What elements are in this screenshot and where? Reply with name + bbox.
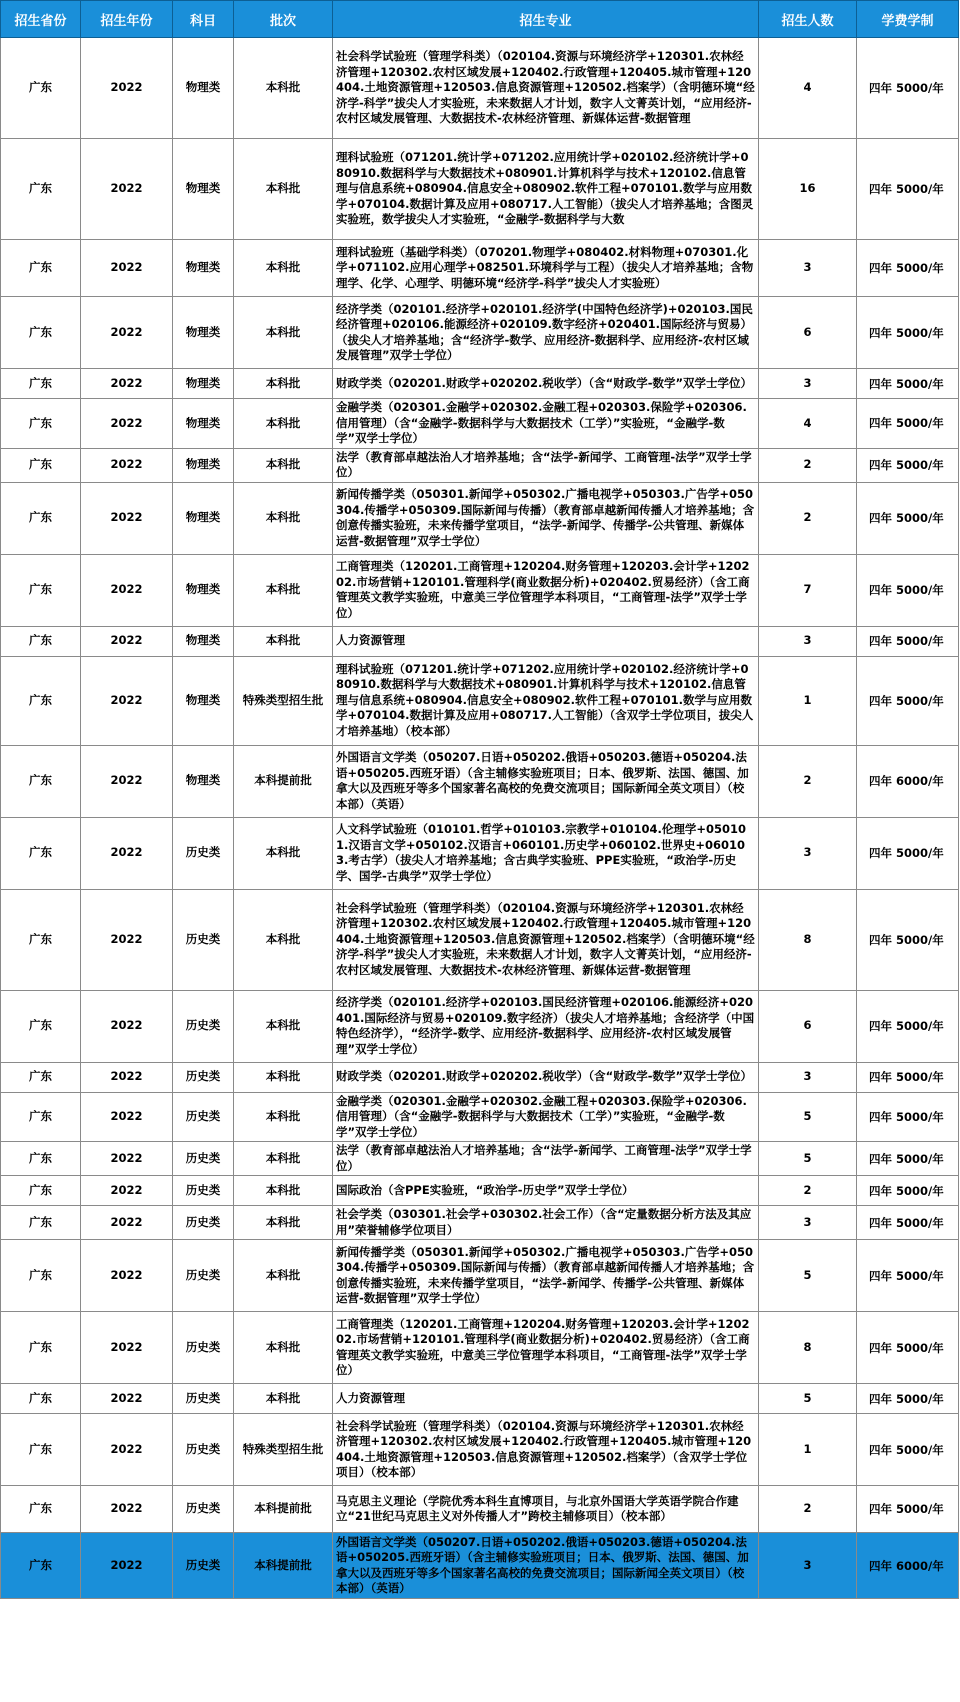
cell-fee: 四年 5000/年 <box>857 1384 959 1414</box>
cell-year: 2022 <box>81 297 173 369</box>
table-row <box>1 448 959 482</box>
cell-province: 广东 <box>1 399 81 449</box>
cell-count: 5 <box>759 1240 857 1312</box>
table-row <box>1 240 959 297</box>
cell-count: 3 <box>759 817 857 889</box>
cell-province: 广东 <box>1 745 81 817</box>
cell-province: 广东 <box>1 1176 81 1206</box>
cell-subject: 物理类 <box>173 38 234 139</box>
cell-subject: 历史类 <box>173 1092 234 1142</box>
cell-province: 广东 <box>1 1414 81 1486</box>
cell-subject: 物理类 <box>173 399 234 449</box>
cell-major: 工商管理类（120201.工商管理+120204.财务管理+120203.会计学+120202.市场营销+120101.管理科学(商业数据分析)+020402.贸易经济）（含工商管理英文教学实验班，中意美三学位管理学本科项目，“工商管理-法学”双学士学位） <box>333 1312 759 1384</box>
cell-subject: 历史类 <box>173 889 234 990</box>
cell-major: 金融学类（020301.金融学+020302.金融工程+020303.保险学+020306.信用管理）（含“金融学-数据科学与大数据技术（工学）”实验班，“金融学-数学”双学士学位） <box>333 399 759 449</box>
cell-fee: 四年 5000/年 <box>857 889 959 990</box>
cell-major: 金融学类（020301.金融学+020302.金融工程+020303.保险学+020306.信用管理）（含“金融学-数据科学与大数据技术（工学）”实验班，“金融学-数学”双学士学位） <box>333 1092 759 1142</box>
cell-year: 2022 <box>81 399 173 449</box>
cell-count: 5 <box>759 1142 857 1176</box>
cell-province: 广东 <box>1 240 81 297</box>
cell-fee: 四年 5000/年 <box>857 1092 959 1142</box>
cell-subject: 历史类 <box>173 1142 234 1176</box>
table-row <box>1 297 959 369</box>
cell-major: 社会科学试验班（管理学科类）（020104.资源与环境经济学+120301.农林经济管理+120302.农村区域发展+120402.行政管理+120405.城市管理+120404.土地资源管理+120503.信息资源管理+120502.档案学）（含明德环境“经济学-科学”拔尖人才实验班，未来数据人才计划，数字人文菁英计划，“应用经济-农村区域发展管理、大数据技术-农林经济管理、新媒体运营-数据管理 <box>333 38 759 139</box>
cell-year: 2022 <box>81 1533 173 1599</box>
cell-fee: 四年 6000/年 <box>857 745 959 817</box>
cell-count: 3 <box>759 369 857 399</box>
table-row <box>1 1384 959 1414</box>
header-count: 招生人数 <box>759 1 857 38</box>
cell-major: 国际政治（含PPE实验班，“政治学-历史学”双学士学位） <box>333 1176 759 1206</box>
cell-fee: 四年 5000/年 <box>857 1414 959 1486</box>
cell-fee: 四年 5000/年 <box>857 1142 959 1176</box>
cell-fee: 四年 5000/年 <box>857 369 959 399</box>
cell-major: 人文科学试验班（010101.哲学+010103.宗教学+010104.伦理学+050101.汉语言文学+050102.汉语言+060101.历史学+060102.世界史+060103.考古学）（拔尖人才培养基地；含古典学实验班、PPE实验班，“政治学-历史学、国学-古典学”双学士学位） <box>333 817 759 889</box>
table-row <box>1 369 959 399</box>
cell-subject: 物理类 <box>173 139 234 240</box>
cell-province: 广东 <box>1 1533 81 1599</box>
table-row <box>1 1414 959 1486</box>
cell-year: 2022 <box>81 448 173 482</box>
cell-batch: 本科批 <box>234 990 333 1062</box>
cell-batch: 本科批 <box>234 1176 333 1206</box>
cell-province: 广东 <box>1 1142 81 1176</box>
cell-subject: 历史类 <box>173 1533 234 1599</box>
cell-province: 广东 <box>1 448 81 482</box>
cell-major: 理科试验班（基础学科类）（070201.物理学+080402.材料物理+070301.化学+071102.应用心理学+082501.环境科学与工程）（拔尖人才培养基地；含物理学、化学、心理学、明德环境“经济学-科学”拔尖人才实验班） <box>333 240 759 297</box>
cell-major: 法学（教育部卓越法治人才培养基地；含“法学-新闻学、工商管理-法学”双学士学位） <box>333 448 759 482</box>
cell-batch: 本科批 <box>234 1092 333 1142</box>
table-row <box>1 1312 959 1384</box>
cell-province: 广东 <box>1 1206 81 1240</box>
cell-fee: 四年 5000/年 <box>857 656 959 745</box>
cell-fee: 四年 6000/年 <box>857 1533 959 1599</box>
cell-count: 1 <box>759 656 857 745</box>
cell-fee: 四年 5000/年 <box>857 297 959 369</box>
cell-count: 7 <box>759 554 857 626</box>
cell-year: 2022 <box>81 817 173 889</box>
cell-batch: 特殊类型招生批 <box>234 1414 333 1486</box>
cell-year: 2022 <box>81 745 173 817</box>
table-row <box>1 1533 959 1599</box>
cell-fee: 四年 5000/年 <box>857 1062 959 1092</box>
cell-fee: 四年 5000/年 <box>857 240 959 297</box>
table-row <box>1 817 959 889</box>
cell-province: 广东 <box>1 369 81 399</box>
cell-province: 广东 <box>1 297 81 369</box>
cell-subject: 历史类 <box>173 1312 234 1384</box>
cell-count: 3 <box>759 1533 857 1599</box>
cell-year: 2022 <box>81 1312 173 1384</box>
cell-major: 社会科学试验班（管理学科类）（020104.资源与环境经济学+120301.农林经济管理+120302.农村区域发展+120402.行政管理+120405.城市管理+120404.土地资源管理+120503.信息资源管理+120502.档案学）（含明德环境“经济学-科学”拔尖人才实验班，未来数据人才计划，数字人文菁英计划，“应用经济-农村区域发展管理、大数据技术-农林经济管理、新媒体运营-数据管理 <box>333 889 759 990</box>
cell-province: 广东 <box>1 817 81 889</box>
cell-count: 16 <box>759 139 857 240</box>
cell-batch: 本科批 <box>234 369 333 399</box>
cell-subject: 历史类 <box>173 1176 234 1206</box>
table-row <box>1 554 959 626</box>
cell-major: 社会学类（030301.社会学+030302.社会工作）（含“定量数据分析方法及其应用”荣誉辅修学位项目） <box>333 1206 759 1240</box>
table-row <box>1 1206 959 1240</box>
cell-major: 经济学类（020101.经济学+020103.国民经济管理+020106.能源经济+020401.国际经济与贸易+020109.数字经济）（拔尖人才培养基地；含经济学（中国特色经济学），“经济学-数学、应用经济-数据科学、应用经济-农村区域发展管理”双学士学位） <box>333 990 759 1062</box>
cell-count: 3 <box>759 1062 857 1092</box>
cell-year: 2022 <box>81 482 173 554</box>
cell-province: 广东 <box>1 990 81 1062</box>
cell-subject: 物理类 <box>173 554 234 626</box>
table-row <box>1 626 959 656</box>
cell-count: 4 <box>759 399 857 449</box>
table-row <box>1 1092 959 1142</box>
table-row <box>1 990 959 1062</box>
cell-major: 人力资源管理 <box>333 626 759 656</box>
cell-province: 广东 <box>1 482 81 554</box>
cell-batch: 本科批 <box>234 1062 333 1092</box>
table-row <box>1 38 959 139</box>
header-fee: 学费学制 <box>857 1 959 38</box>
cell-count: 8 <box>759 889 857 990</box>
cell-fee: 四年 5000/年 <box>857 817 959 889</box>
cell-year: 2022 <box>81 889 173 990</box>
cell-major: 人力资源管理 <box>333 1384 759 1414</box>
cell-fee: 四年 5000/年 <box>857 1176 959 1206</box>
cell-batch: 本科批 <box>234 482 333 554</box>
cell-count: 5 <box>759 1092 857 1142</box>
header-major: 招生专业 <box>333 1 759 38</box>
cell-major: 外国语言文学类（050207.日语+050202.俄语+050203.德语+050204.法语+050205.西班牙语）（含主辅修实验班项目；日本、俄罗斯、法国、德国、加拿大以及西班牙等多个国家著名高校的免费交流项目；国际新闻全英文项目）（校本部）（英语） <box>333 1533 759 1599</box>
cell-count: 4 <box>759 38 857 139</box>
cell-count: 3 <box>759 1206 857 1240</box>
cell-fee: 四年 5000/年 <box>857 1240 959 1312</box>
cell-batch: 本科提前批 <box>234 1486 333 1533</box>
cell-subject: 历史类 <box>173 1384 234 1414</box>
cell-year: 2022 <box>81 1062 173 1092</box>
header-subject: 科目 <box>173 1 234 38</box>
cell-major: 新闻传播学类（050301.新闻学+050302.广播电视学+050303.广告学+050304.传播学+050309.国际新闻与传播）（教育部卓越新闻传播人才培养基地；含创意传播实验班，未来传播学堂项目，“法学-新闻学、传播学-公共管理、新媒体运营-数据管理”双学士学位） <box>333 482 759 554</box>
cell-year: 2022 <box>81 1176 173 1206</box>
cell-fee: 四年 5000/年 <box>857 399 959 449</box>
cell-count: 8 <box>759 1312 857 1384</box>
cell-fee: 四年 5000/年 <box>857 139 959 240</box>
cell-batch: 本科批 <box>234 889 333 990</box>
cell-subject: 历史类 <box>173 1240 234 1312</box>
cell-fee: 四年 5000/年 <box>857 38 959 139</box>
table-row <box>1 1486 959 1533</box>
cell-year: 2022 <box>81 1486 173 1533</box>
cell-year: 2022 <box>81 1092 173 1142</box>
cell-subject: 物理类 <box>173 369 234 399</box>
cell-count: 1 <box>759 1414 857 1486</box>
cell-fee: 四年 5000/年 <box>857 626 959 656</box>
cell-year: 2022 <box>81 240 173 297</box>
cell-major: 社会科学试验班（管理学科类）（020104.资源与环境经济学+120301.农林经济管理+120302.农村区域发展+120402.行政管理+120405.城市管理+120404.土地资源管理+120503.信息资源管理+120502.档案学）（含双学士学位项目）（校本部） <box>333 1414 759 1486</box>
cell-province: 广东 <box>1 656 81 745</box>
cell-batch: 本科批 <box>234 38 333 139</box>
cell-batch: 本科批 <box>234 399 333 449</box>
cell-count: 3 <box>759 626 857 656</box>
cell-fee: 四年 5000/年 <box>857 482 959 554</box>
cell-subject: 历史类 <box>173 1414 234 1486</box>
header-batch: 批次 <box>234 1 333 38</box>
cell-count: 2 <box>759 1486 857 1533</box>
cell-count: 2 <box>759 745 857 817</box>
cell-batch: 本科提前批 <box>234 745 333 817</box>
cell-year: 2022 <box>81 990 173 1062</box>
cell-subject: 历史类 <box>173 1486 234 1533</box>
cell-batch: 特殊类型招生批 <box>234 656 333 745</box>
cell-count: 5 <box>759 1384 857 1414</box>
cell-year: 2022 <box>81 656 173 745</box>
cell-subject: 物理类 <box>173 448 234 482</box>
table-row <box>1 889 959 990</box>
cell-subject: 历史类 <box>173 1206 234 1240</box>
cell-subject: 历史类 <box>173 817 234 889</box>
cell-province: 广东 <box>1 1486 81 1533</box>
cell-fee: 四年 5000/年 <box>857 1206 959 1240</box>
cell-year: 2022 <box>81 1384 173 1414</box>
table-row <box>1 745 959 817</box>
cell-batch: 本科批 <box>234 1142 333 1176</box>
cell-subject: 物理类 <box>173 482 234 554</box>
cell-province: 广东 <box>1 38 81 139</box>
cell-year: 2022 <box>81 626 173 656</box>
cell-batch: 本科批 <box>234 139 333 240</box>
cell-batch: 本科批 <box>234 1240 333 1312</box>
cell-count: 2 <box>759 448 857 482</box>
cell-major: 经济学类（020101.经济学+020101.经济学(中国特色经济学)+020103.国民经济管理+020106.能源经济+020109.数字经济+020401.国际经济与贸易）（拔尖人才培养基地；含“经济学-数学、应用经济-数据科学、应用经济-农村区域发展管理”双学士学位） <box>333 297 759 369</box>
cell-major: 法学（教育部卓越法治人才培养基地；含“法学-新闻学、工商管理-法学”双学士学位） <box>333 1142 759 1176</box>
cell-year: 2022 <box>81 139 173 240</box>
cell-batch: 本科批 <box>234 448 333 482</box>
cell-year: 2022 <box>81 1142 173 1176</box>
cell-major: 财政学类（020201.财政学+020202.税收学）（含“财政学-数学”双学士学位） <box>333 1062 759 1092</box>
cell-province: 广东 <box>1 554 81 626</box>
cell-year: 2022 <box>81 1414 173 1486</box>
table-row <box>1 1142 959 1176</box>
cell-batch: 本科批 <box>234 240 333 297</box>
cell-fee: 四年 5000/年 <box>857 1312 959 1384</box>
cell-subject: 物理类 <box>173 626 234 656</box>
cell-count: 6 <box>759 990 857 1062</box>
cell-batch: 本科批 <box>234 1312 333 1384</box>
table-row <box>1 1176 959 1206</box>
cell-batch: 本科批 <box>234 626 333 656</box>
cell-count: 2 <box>759 1176 857 1206</box>
cell-subject: 物理类 <box>173 656 234 745</box>
cell-subject: 历史类 <box>173 1062 234 1092</box>
cell-province: 广东 <box>1 1062 81 1092</box>
cell-major: 财政学类（020201.财政学+020202.税收学）（含“财政学-数学”双学士学位） <box>333 369 759 399</box>
cell-fee: 四年 5000/年 <box>857 1486 959 1533</box>
cell-batch: 本科提前批 <box>234 1533 333 1599</box>
cell-major: 理科试验班（071201.统计学+071202.应用统计学+020102.经济统计学+080910.数据科学与大数据技术+080901.计算机科学与技术+120102.信息管理与信息系统+080904.信息安全+080902.软件工程+070101.数学与应用数学+070104.数据计算及应用+080717.人工智能）（含双学士学位项目，拔尖人才培养基地）（校本部） <box>333 656 759 745</box>
cell-batch: 本科批 <box>234 1206 333 1240</box>
cell-major: 外国语言文学类（050207.日语+050202.俄语+050203.德语+050204.法语+050205.西班牙语）（含主辅修实验班项目；日本、俄罗斯、法国、德国、加拿大以及西班牙等多个国家著名高校的免费交流项目；国际新闻全英文项目）（校本部）（英语） <box>333 745 759 817</box>
cell-subject: 历史类 <box>173 990 234 1062</box>
cell-year: 2022 <box>81 1240 173 1312</box>
table-row <box>1 1062 959 1092</box>
header-province: 招生省份 <box>1 1 81 38</box>
cell-province: 广东 <box>1 139 81 240</box>
header-row <box>1 1 959 38</box>
cell-fee: 四年 5000/年 <box>857 448 959 482</box>
cell-year: 2022 <box>81 554 173 626</box>
cell-province: 广东 <box>1 1384 81 1414</box>
table-row <box>1 139 959 240</box>
cell-subject: 物理类 <box>173 240 234 297</box>
cell-major: 工商管理类（120201.工商管理+120204.财务管理+120203.会计学+120202.市场营销+120101.管理科学(商业数据分析)+020402.贸易经济）（含工商管理英文教学实验班，中意美三学位管理学本科项目，“工商管理-法学”双学士学位） <box>333 554 759 626</box>
cell-province: 广东 <box>1 1092 81 1142</box>
cell-major: 理科试验班（071201.统计学+071202.应用统计学+020102.经济统计学+080910.数据科学与大数据技术+080901.计算机科学与技术+120102.信息管理与信息系统+080904.信息安全+080902.软件工程+070101.数学与应用数学+070104.数据计算及应用+080717.人工智能）（拔尖人才培养基地；含图灵实验班，数学拔尖人才实验班，“金融学-数据科学与大数 <box>333 139 759 240</box>
cell-province: 广东 <box>1 889 81 990</box>
cell-batch: 本科批 <box>234 297 333 369</box>
cell-subject: 物理类 <box>173 297 234 369</box>
table-row <box>1 656 959 745</box>
cell-batch: 本科批 <box>234 1384 333 1414</box>
table-row <box>1 482 959 554</box>
cell-count: 6 <box>759 297 857 369</box>
cell-province: 广东 <box>1 1312 81 1384</box>
header-year: 招生年份 <box>81 1 173 38</box>
cell-subject: 物理类 <box>173 745 234 817</box>
cell-major: 马克思主义理论（学院优秀本科生直博项目，与北京外国语大学英语学院合作建立“21世纪马克思主义对外传播人才”跨校主辅修项目）（校本部） <box>333 1486 759 1533</box>
cell-batch: 本科批 <box>234 554 333 626</box>
cell-fee: 四年 5000/年 <box>857 554 959 626</box>
table-row <box>1 1240 959 1312</box>
cell-province: 广东 <box>1 626 81 656</box>
cell-year: 2022 <box>81 369 173 399</box>
table-row <box>1 399 959 449</box>
cell-count: 2 <box>759 482 857 554</box>
cell-fee: 四年 5000/年 <box>857 990 959 1062</box>
cell-major: 新闻传播学类（050301.新闻学+050302.广播电视学+050303.广告学+050304.传播学+050309.国际新闻与传播）（教育部卓越新闻传播人才培养基地；含创意传播实验班，未来传播学堂项目，“法学-新闻学、传播学-公共管理、新媒体运营-数据管理”双学士学位） <box>333 1240 759 1312</box>
cell-province: 广东 <box>1 1240 81 1312</box>
cell-count: 3 <box>759 240 857 297</box>
cell-year: 2022 <box>81 1206 173 1240</box>
cell-batch: 本科批 <box>234 817 333 889</box>
cell-year: 2022 <box>81 38 173 139</box>
